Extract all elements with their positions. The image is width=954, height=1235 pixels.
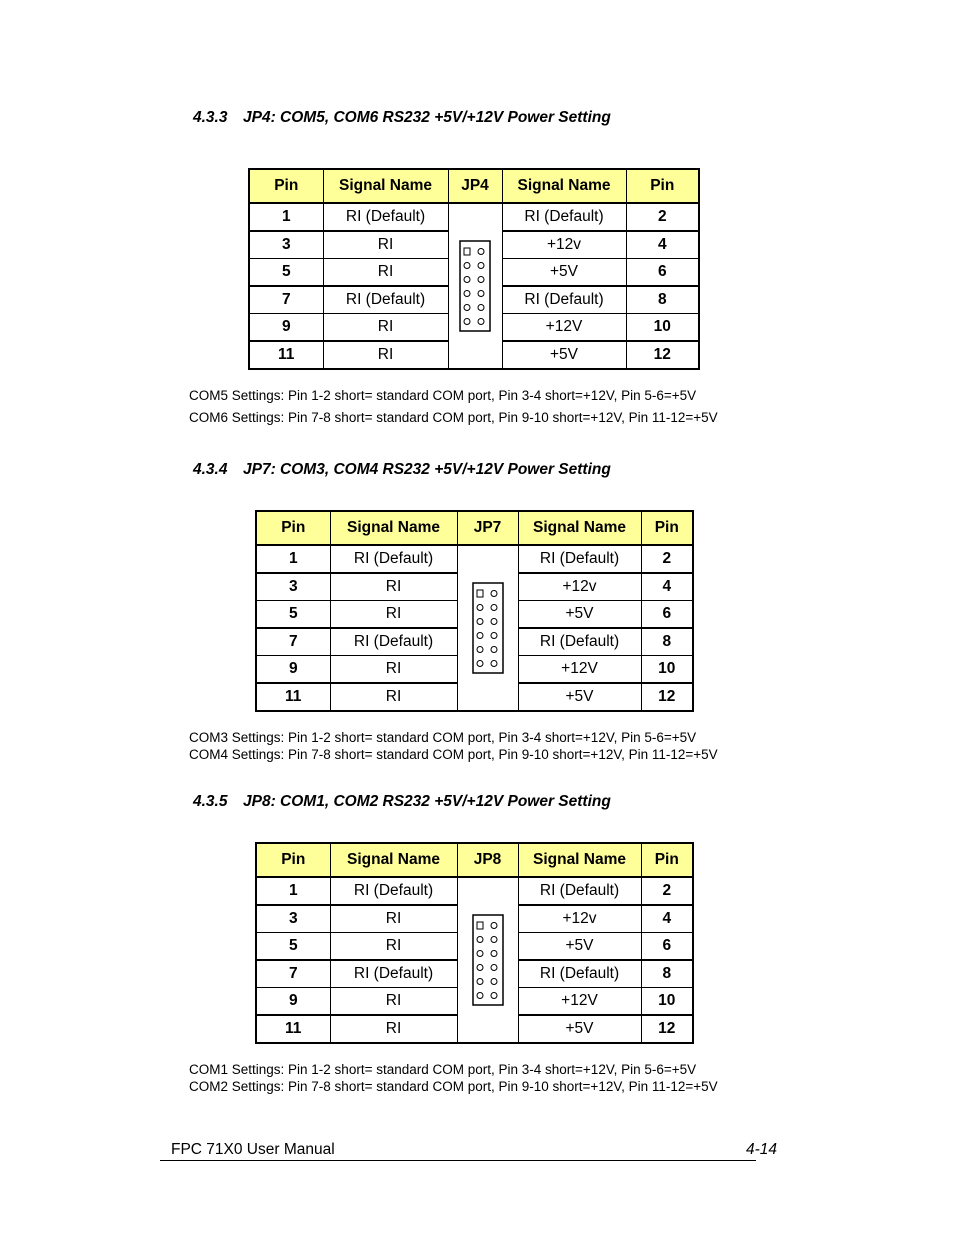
pin-number: 4 xyxy=(626,231,699,259)
table-row xyxy=(256,545,693,573)
settings-note: COM2 Settings: Pin 7-8 short= standard COM port, Pin 9-10 short=+12V, Pin 11-12=+5V xyxy=(189,1079,718,1094)
signal-name: RI xyxy=(330,601,457,629)
pin-number: 6 xyxy=(641,601,693,629)
pin-number: 7 xyxy=(256,628,330,656)
header-signal-name: Signal Name xyxy=(518,843,641,877)
header-signal-name: Signal Name xyxy=(330,843,457,877)
signal-name: RI (Default) xyxy=(330,960,457,988)
pin-number: 5 xyxy=(256,601,330,629)
pin-number: 8 xyxy=(641,960,693,988)
signal-name: +5V xyxy=(518,933,641,961)
signal-name: +12V xyxy=(502,314,626,342)
pin-number: 10 xyxy=(626,314,699,342)
jp7-pin-table xyxy=(255,510,694,712)
signal-name: RI (Default) xyxy=(518,545,641,573)
pin-number: 11 xyxy=(256,1015,330,1043)
settings-note: COM5 Settings: Pin 1-2 short= standard COM port, Pin 3-4 short=+12V, Pin 5-6=+5V xyxy=(189,388,697,403)
pin-number: 3 xyxy=(256,573,330,601)
signal-name: RI (Default) xyxy=(330,877,457,905)
jumper-cell xyxy=(457,545,518,711)
signal-name: RI xyxy=(330,933,457,961)
pin-number: 2 xyxy=(641,545,693,573)
pin-number: 9 xyxy=(249,314,323,342)
pin-number: 4 xyxy=(641,905,693,933)
section-heading-jp8 xyxy=(193,793,611,811)
header-jumper: JP7 xyxy=(457,511,518,545)
pin-number: 10 xyxy=(641,656,693,684)
signal-name: +5V xyxy=(518,601,641,629)
signal-name: +12V xyxy=(518,656,641,684)
signal-name: RI (Default) xyxy=(518,877,641,905)
pin-number: 5 xyxy=(249,259,323,287)
pin-number: 9 xyxy=(256,656,330,684)
header-signal-name: Signal Name xyxy=(502,169,626,203)
signal-name: RI xyxy=(323,314,448,342)
section-heading-jp4 xyxy=(193,109,611,127)
header-pin: Pin xyxy=(641,511,693,545)
signal-name: RI xyxy=(330,905,457,933)
signal-name: +12v xyxy=(518,905,641,933)
settings-note: COM4 Settings: Pin 7-8 short= standard COM port, Pin 9-10 short=+12V, Pin 11-12=+5V xyxy=(189,747,718,762)
jumper-diagram-icon xyxy=(472,914,504,1006)
signal-name: RI xyxy=(330,573,457,601)
pin-number: 5 xyxy=(256,933,330,961)
jumper-diagram-icon xyxy=(459,240,491,332)
signal-name: RI (Default) xyxy=(330,628,457,656)
pin-number: 1 xyxy=(249,203,323,231)
jumper-cell xyxy=(457,877,518,1043)
signal-name: RI xyxy=(330,1015,457,1043)
pin-number: 1 xyxy=(256,545,330,573)
pin-number: 2 xyxy=(626,203,699,231)
jumper-diagram-icon xyxy=(472,582,504,674)
signal-name: RI (Default) xyxy=(330,545,457,573)
section-title: JP8: COM1, COM2 RS232 +5V/+12V Power Setting xyxy=(243,793,611,810)
pin-number: 11 xyxy=(249,341,323,369)
signal-name: RI xyxy=(323,259,448,287)
section-number: 4.3.4 xyxy=(193,461,228,478)
pin-number: 2 xyxy=(641,877,693,905)
table-row xyxy=(256,877,693,905)
pin-number: 12 xyxy=(626,341,699,369)
header-signal-name: Signal Name xyxy=(518,511,641,545)
signal-name: +5V xyxy=(502,259,626,287)
section-number: 4.3.3 xyxy=(193,109,228,126)
signal-name: RI xyxy=(323,231,448,259)
signal-name: +5V xyxy=(518,1015,641,1043)
header-pin: Pin xyxy=(626,169,699,203)
signal-name: RI xyxy=(323,341,448,369)
signal-name: RI xyxy=(330,988,457,1016)
section-heading-jp7 xyxy=(193,461,611,479)
signal-name: RI xyxy=(330,656,457,684)
header-jumper: JP8 xyxy=(457,843,518,877)
signal-name: RI xyxy=(330,683,457,711)
signal-name: RI (Default) xyxy=(518,628,641,656)
signal-name: RI (Default) xyxy=(502,286,626,314)
header-pin: Pin xyxy=(256,511,330,545)
table-row xyxy=(249,203,699,231)
pin-number: 3 xyxy=(249,231,323,259)
signal-name: RI (Default) xyxy=(323,286,448,314)
pin-number: 8 xyxy=(641,628,693,656)
jumper-cell xyxy=(448,203,502,369)
pin-number: 6 xyxy=(641,933,693,961)
pin-number: 11 xyxy=(256,683,330,711)
page-footer xyxy=(160,1140,777,1161)
section-title: JP7: COM3, COM4 RS232 +5V/+12V Power Setting xyxy=(243,461,611,478)
pin-number: 12 xyxy=(641,683,693,711)
signal-name: RI (Default) xyxy=(502,203,626,231)
pin-number: 1 xyxy=(256,877,330,905)
settings-note: COM6 Settings: Pin 7-8 short= standard COM port, Pin 9-10 short=+12V, Pin 11-12=+5V xyxy=(189,410,718,425)
header-pin: Pin xyxy=(249,169,323,203)
pin-number: 8 xyxy=(626,286,699,314)
signal-name: +12v xyxy=(502,231,626,259)
section-number: 4.3.5 xyxy=(193,793,228,810)
pin-number: 12 xyxy=(641,1015,693,1043)
pin-number: 6 xyxy=(626,259,699,287)
pin-number: 10 xyxy=(641,988,693,1016)
settings-note: COM3 Settings: Pin 1-2 short= standard COM port, Pin 3-4 short=+12V, Pin 5-6=+5V xyxy=(189,730,697,745)
signal-name: +5V xyxy=(518,683,641,711)
pin-number: 9 xyxy=(256,988,330,1016)
header-pin: Pin xyxy=(256,843,330,877)
table-header-row xyxy=(256,843,693,877)
pin-number: 3 xyxy=(256,905,330,933)
jp4-pin-table xyxy=(248,168,700,370)
manual-title: FPC 71X0 User Manual xyxy=(171,1141,335,1158)
jp8-pin-table xyxy=(255,842,694,1044)
header-signal-name: Signal Name xyxy=(330,511,457,545)
header-pin: Pin xyxy=(641,843,693,877)
pin-number: 4 xyxy=(641,573,693,601)
settings-note: COM1 Settings: Pin 1-2 short= standard COM port, Pin 3-4 short=+12V, Pin 5-6=+5V xyxy=(189,1062,697,1077)
table-header-row xyxy=(256,511,693,545)
table-header-row xyxy=(249,169,699,203)
signal-name: +5V xyxy=(502,341,626,369)
signal-name: RI (Default) xyxy=(323,203,448,231)
signal-name: +12V xyxy=(518,988,641,1016)
page-number: 4-14 xyxy=(745,1141,777,1158)
header-signal-name: Signal Name xyxy=(323,169,448,203)
pin-number: 7 xyxy=(256,960,330,988)
pin-number: 7 xyxy=(249,286,323,314)
header-jumper: JP4 xyxy=(448,169,502,203)
signal-name: +12v xyxy=(518,573,641,601)
section-title: JP4: COM5, COM6 RS232 +5V/+12V Power Setting xyxy=(243,109,611,126)
signal-name: RI (Default) xyxy=(518,960,641,988)
